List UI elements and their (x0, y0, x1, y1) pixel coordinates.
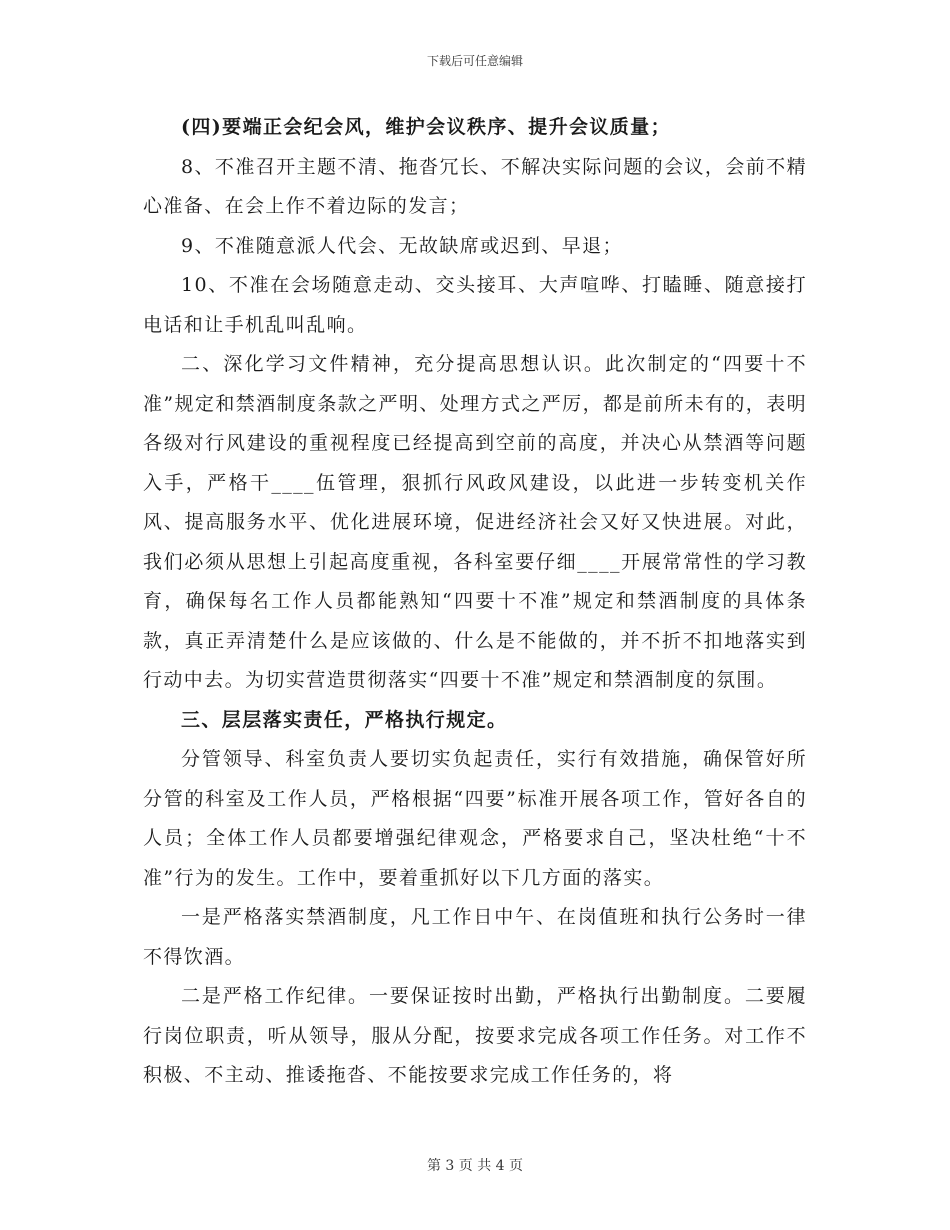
point-one-paragraph: 一是严格落实禁酒制度，凡工作日中午、在岗值班和执行公务时一律不得饮酒。 (143, 906, 807, 968)
rule-item-10: 10、不准在会场随意走动、交头接耳、大声喧哗、打瞌睡、随意接打电话和让手机乱叫乱响。 (143, 274, 807, 336)
rule-item-8: 8、不准召开主题不清、拖沓冗长、不解决实际问题的会议，会前不精心准备、在会上作不着边际的发言； (143, 155, 807, 217)
document-body (143, 108, 807, 1096)
point-two-paragraph: 二是严格工作纪律。一要保证按时出勤，严格执行出勤制度。二要履行岗位职责，听从领导，服从分配，按要求完成各项工作任务。对工作不积极、不主动、推诿拖沓、不能按要求完成工作任务的，将 (143, 985, 807, 1086)
section-heading-four: (四)要端正会纪会风，维护会议秩序、提升会议质量； (181, 116, 671, 138)
rule-item-9: 9、不准随意派人代会、无故缺席或迟到、早退； (181, 234, 623, 257)
section-two-paragraph: 二、深化学习文件精神，充分提高思想认识。此次制定的“四要十不准”规定和禁酒制度条款之严明、处理方式之严厉，都是前所未有的，表明各级对行风建设的重视程度已经提高到空前的高度，并决心从禁酒等问题入手，严格干____伍管理，狠抓行风政风建设，以此进一步转变机关作风、提高服务水平、优化进展环境，促进经济社会又好又快进展。对此，我们必须从思想上引起高度重视，各科室要仔细____开展常常性的学习教育，确保每名工作人员都能熟知“四要十不准”规定和禁酒制度的具体条款，真正弄清楚什么是应该做的、什么是不能做的，并不折不扣地落实到行动中去。为切实营造贯彻落实“四要十不准”规定和禁酒制度的氛围。 (143, 353, 807, 691)
header-note: 下载后可任意编辑 (426, 54, 523, 68)
section-three-heading: 三、层层落实责任，严格执行规定。 (181, 708, 508, 731)
responsibility-paragraph: 分管领导、科室负责人要切实负起责任，实行有效措施，确保管好所分管的科室及工作人员，严格根据“四要”标准开展各项工作，管好各自的人员；全体工作人员都要增强纪律观念，严格要求自己，坚决杜绝“十不准”行为的发生。工作中，要着重抓好以下几方面的落实。 (143, 748, 807, 889)
page-number: 第 3 页 共 4 页 (426, 1158, 524, 1174)
